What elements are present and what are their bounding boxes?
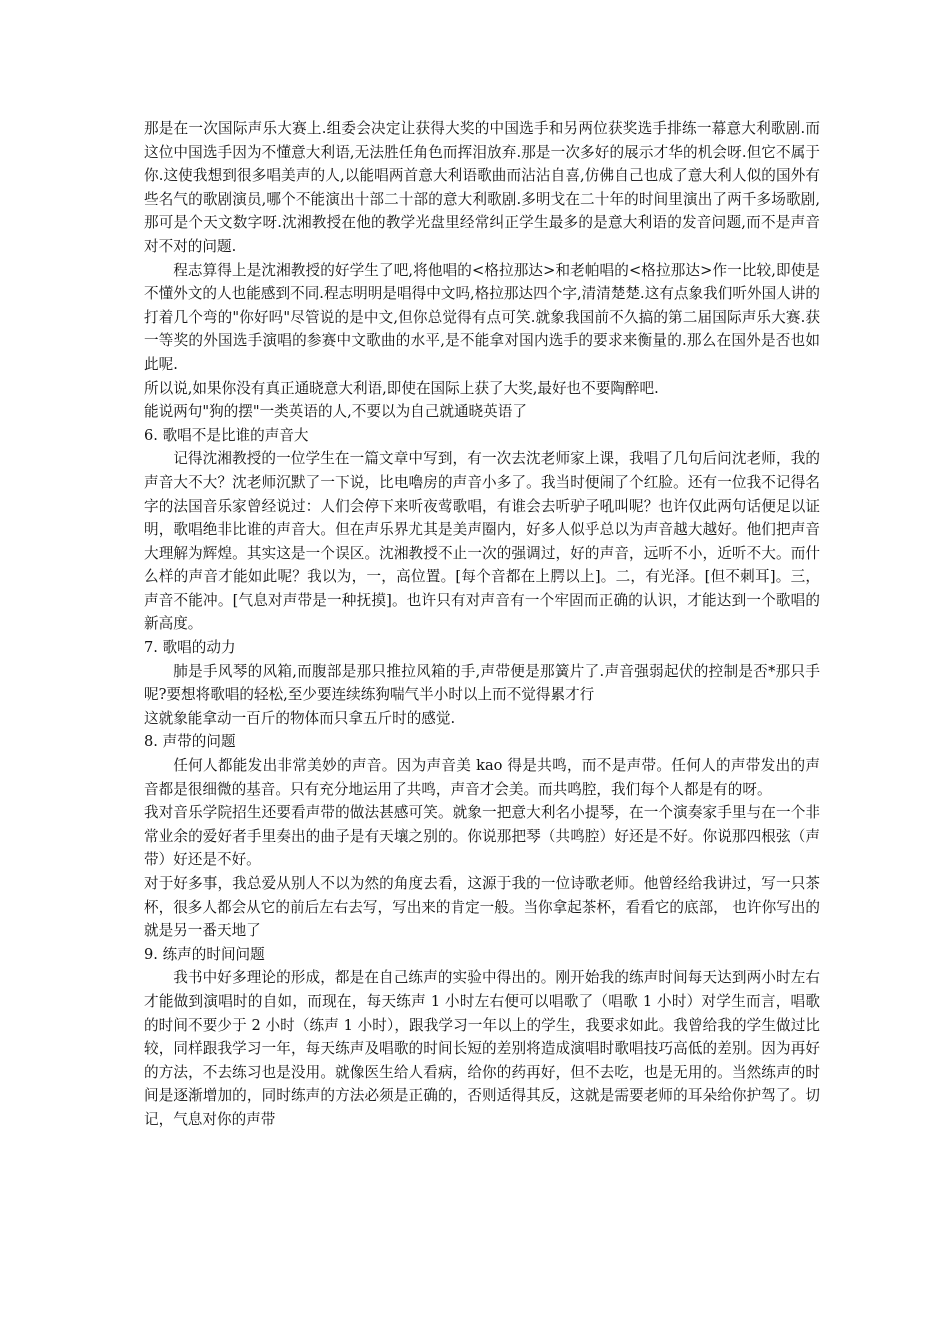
section-heading-7: 7. 歌唱的动力 [144,639,236,657]
document-page [144,117,820,1132]
paragraph-practice-time: 我书中好多理论的形成，都是在自己练声的实验中得出的。刚开始我的练声时间每天达到两小时左右才能做到演唱时的自如，而现在，每天练声 1 小时左右便可以唱歌了（唱歌 1 小时）对学生而言，唱歌的时间不要少于 2 小时（练声 1 小时），跟我学习一年以上的学生，我要求如此。我曾给我的学生做过比较，同样跟我学习一年，每天练声及唱歌的时间长短的差别将造成演唱时歌唱技巧高低的差别。因为再好的方法，不去练习也是没用。就像医生给人看病，给你的药再好，但不去吃，也是无用的。当然练声的时间是逐渐增加的，同时练声的方法必须是正确的，否则适得其反，这就是需要老师的耳朵给你护驾了。切记，气息对你的声带 [144,969,820,1128]
paragraph-violin-analogy: 我对音乐学院招生还要看声带的做法甚感可笑。就象一把意大利名小提琴，在一个演奏家手里与在一个非常业余的爱好者手里奏出的曲子是有天壤之别的。你说那把琴（共鸣腔）好还是不好。你说那四根弦（声带）好还是不好。 [144,804,820,869]
paragraph-teacup: 对于好多事，我总爱从别人不以为然的角度去看，这源于我的一位诗歌老师。他曾经给我讲过，写一只茶杯，很多人都会从它的前后左右去写，写出来的肯定一般。当你拿起茶杯，看看它的底部， 也许你写出的就是另一番天地了 [144,875,820,940]
section-heading-8: 8. 声带的问题 [144,733,236,751]
paragraph-weight-analogy: 这就象能拿动一百斤的物体而只拿五斤时的感觉. [144,709,456,727]
paragraph-conclusion-italian: 所以说,如果你没有真正通晓意大利语,即使在国际上获了大奖,最好也不要陶醉吧. [144,379,659,397]
paragraph-breath-power: 肺是手风琴的风箱,而腹部是那只推拉风箱的手,声带便是那簧片了.声音强弱起伏的控制是否*那只手呢?要想将歌唱的轻松,至少要连续练狗喘气半小时以上而不觉得累才行 [144,662,820,704]
paragraph-volume: 记得沈湘教授的一位学生在一篇文章中写到，有一次去沈老师家上课，我唱了几句后问沈老师，我的声音大不大？沈老师沉默了一下说，比电嚕房的声音小多了。我当时便闹了个红脸。还有一位我不记得名字的法国音乐家曾经说过：人们会停下来听夜莺歌唱，有谁会去听驴子吼叫呢？也许仅此两句话便足以证明，歌唱绝非比谁的声音大。但在声乐界尤其是美声圈内，好多人似乎总以为声音越大越好。他们把声音大理解为辉煌。其实这是一个误区。沈湘教授不止一次的强调过，好的声音，远听不小，近听不大。而什么样的声音才能如此呢？我以为，一，高位置。[每个音都在上腭以上]。二，有光泽。[但不刺耳]。三，声音不能冲。[气息对声带是一种抚摸]。也许只有对声音有一个牢固而正确的认识，才能达到一个歌唱的新高度。 [144,450,820,633]
section-heading-9: 9. 练声的时间问题 [144,945,265,963]
paragraph-english-note: 能说两句"狗的摆"一类英语的人,不要以为自己就通晓英语了 [144,403,527,421]
section-heading-6: 6. 歌唱不是比谁的声音大 [144,426,309,444]
paragraph-italian-opera: 那是在一次国际声乐大赛上.组委会决定让获得大奖的中国选手和另两位获奖选手排练一幕意大利歌剧.而这位中国选手因为不懂意大利语,无法胜任角色而挥泪放弃.那是一次多好的展示才华的机会呀.但它不属于你.这使我想到很多唱美声的人,以能唱两首意大利语歌曲而沾沾自喜,仿佛自己也成了意大利人似的国外有些名气的歌剧演员,哪个不能演出十部二十部的意大利歌剧.多明戈在二十年的时间里演出了两千多场歌剧,那可是个天文数字呀.沈湘教授在他的教学光盘里经常纠正学生最多的是意大利语的发音问题,而不是声音对不对的问题. [144,120,820,255]
paragraph-resonance: 任何人都能发出非常美妙的声音。因为声音美 kao 得是共鸣，而不是声带。任何人的声带发出的声音都是很细微的基音。只有充分地运用了共鸣，声音才会美。而共鸣腔，我们每个人都是有的呀。 [144,757,820,798]
paragraph-chengzhi: 程志算得上是沈湘教授的好学生了吧,将他唱的<格拉那达>和老帕唱的<格拉那达>作一比较,即使是不懂外文的人也能感到不同.程志明明是唱得中文吗,格拉那达四个字,清清楚楚.这有点象我们听外国人讲的打着几个弯的"你好吗"尽管说的是中文,但你总觉得有点可笑.就象我国前不久搞的第二届国际声乐大赛.获一等奖的外国选手演唱的参赛中文歌曲的水平,是不能拿对国内选手的要求来衡量的.那么在国外是否也如此呢. [144,261,820,373]
